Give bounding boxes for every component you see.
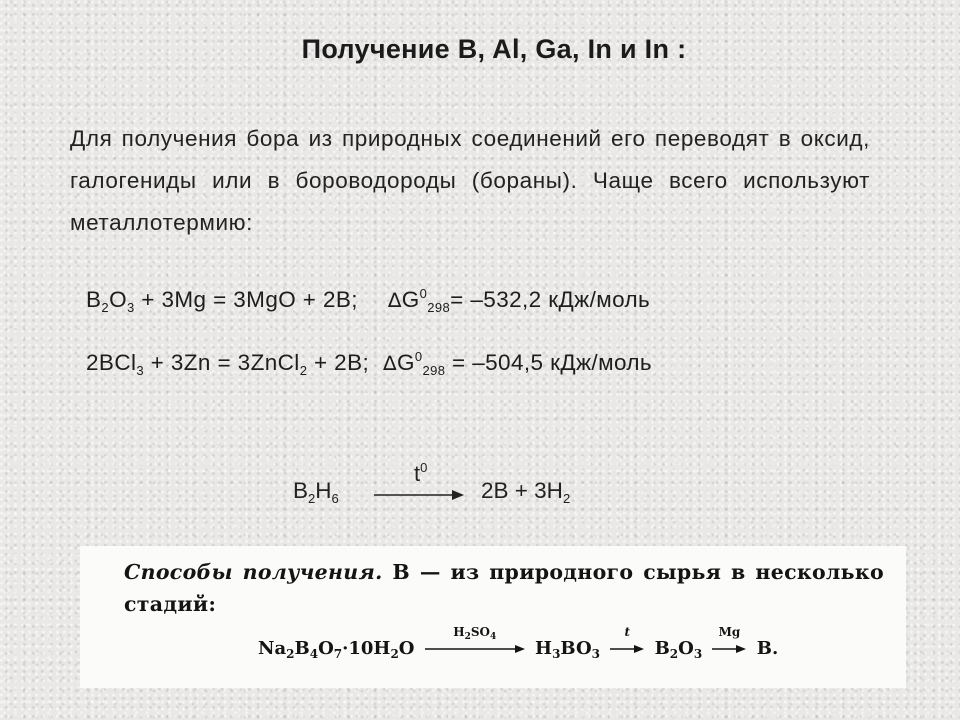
equation-zinc [86, 349, 652, 378]
eq1-boron: B [86, 287, 102, 312]
products-text: 2B + 3H [481, 478, 563, 503]
label-sub: 2 [464, 631, 471, 642]
eq1-reaction: + 3Mg = 3MgO + 2B; [134, 287, 358, 312]
gibbs-symbol: G [401, 287, 420, 312]
delta-symbol: ∆ [387, 288, 402, 312]
formula-part: O [318, 638, 334, 659]
arrow-label [425, 625, 525, 642]
formula-part: O [678, 638, 694, 659]
gibbs-symbol: G [396, 350, 415, 375]
equation-magnesium [86, 286, 650, 315]
magnesium-arrow [712, 624, 746, 660]
slide-title: Получение B, Al, Ga, In и In : [301, 34, 687, 64]
formula-part: H [535, 638, 553, 659]
delta-symbol: ∆ [383, 351, 397, 375]
formula-part: B [294, 638, 310, 659]
eq1-oxygen: O [109, 287, 127, 312]
boron-product: B. [756, 638, 779, 659]
arrow-right-icon [610, 643, 644, 655]
formula-part: BO [560, 638, 592, 659]
heating-arrow [610, 624, 644, 660]
formula-sub: 3 [591, 647, 601, 661]
scanned-textbook-fragment [80, 546, 906, 688]
formula-sub: 3 [693, 647, 703, 661]
reaction-arrow-icon [372, 468, 466, 508]
formula-part: ·10H [342, 638, 391, 659]
eq2-gibbs-value: = –504,5 кДж/моль [445, 350, 653, 375]
temperature-sup: 0 [420, 460, 428, 475]
products-sub: 2 [562, 491, 571, 506]
temperature-symbol: t [414, 461, 421, 486]
formula-sub: 2 [669, 647, 679, 661]
formula-part: B [654, 638, 670, 659]
scan-paragraph [124, 556, 884, 620]
borax-formula [258, 638, 414, 661]
scan-text: B — из природного сырья в несколько стадий: [124, 560, 884, 616]
eq2-sub: 3 [136, 363, 145, 378]
scan-heading: Способы получения. [124, 560, 383, 584]
scan-reaction-chain [258, 624, 779, 661]
arrow-right-icon [712, 643, 746, 655]
diborane-sub: 2 [308, 491, 316, 506]
eq1-sub: 2 [101, 300, 110, 315]
diborane-b: B [293, 478, 309, 503]
intro-paragraph: Для получения бора из природных соединений его переводят в оксид, галогениды или в бороводороды (бораны). Чаще всего используют металлотермию: [70, 126, 870, 235]
formula-part: O [398, 638, 415, 659]
formula-sub: 2 [390, 647, 399, 661]
eq1-sub: 3 [126, 300, 135, 315]
formula-part: Na [258, 638, 287, 659]
diborane-h: H [315, 478, 332, 503]
label-sub: 4 [490, 631, 497, 642]
boric-acid-formula [535, 638, 600, 661]
temperature-sub: 298 [422, 363, 446, 378]
formula-sub: 3 [552, 647, 561, 661]
standard-sup: 0 [419, 286, 428, 301]
boron-oxide-formula [655, 638, 703, 661]
eq2-reaction-end: + 2B; [307, 350, 370, 375]
arrow-right-icon [425, 643, 525, 655]
formula-sub: 2 [286, 647, 295, 661]
diborane-reactant [293, 478, 339, 506]
formula-sub: 4 [309, 647, 319, 661]
diborane-products [481, 478, 570, 506]
eq2-sub: 2 [299, 363, 308, 378]
sulfuric-acid-arrow [425, 624, 525, 660]
standard-sup: 0 [414, 349, 423, 364]
label-part: SO [470, 624, 490, 639]
temperature-sub: 298 [427, 300, 451, 315]
label-part: H [453, 624, 465, 639]
eq1-gibbs-value: = –532,2 кДж/моль [450, 287, 651, 312]
eq2-boron-chloride: 2BCl [86, 350, 137, 375]
arrow-label: t [624, 624, 631, 639]
formula-sub: 7 [333, 647, 343, 661]
arrow-label: Mg [718, 624, 741, 639]
diborane-sub: 6 [331, 491, 339, 506]
eq2-reaction: + 3Zn = 3ZnCl [144, 350, 300, 375]
